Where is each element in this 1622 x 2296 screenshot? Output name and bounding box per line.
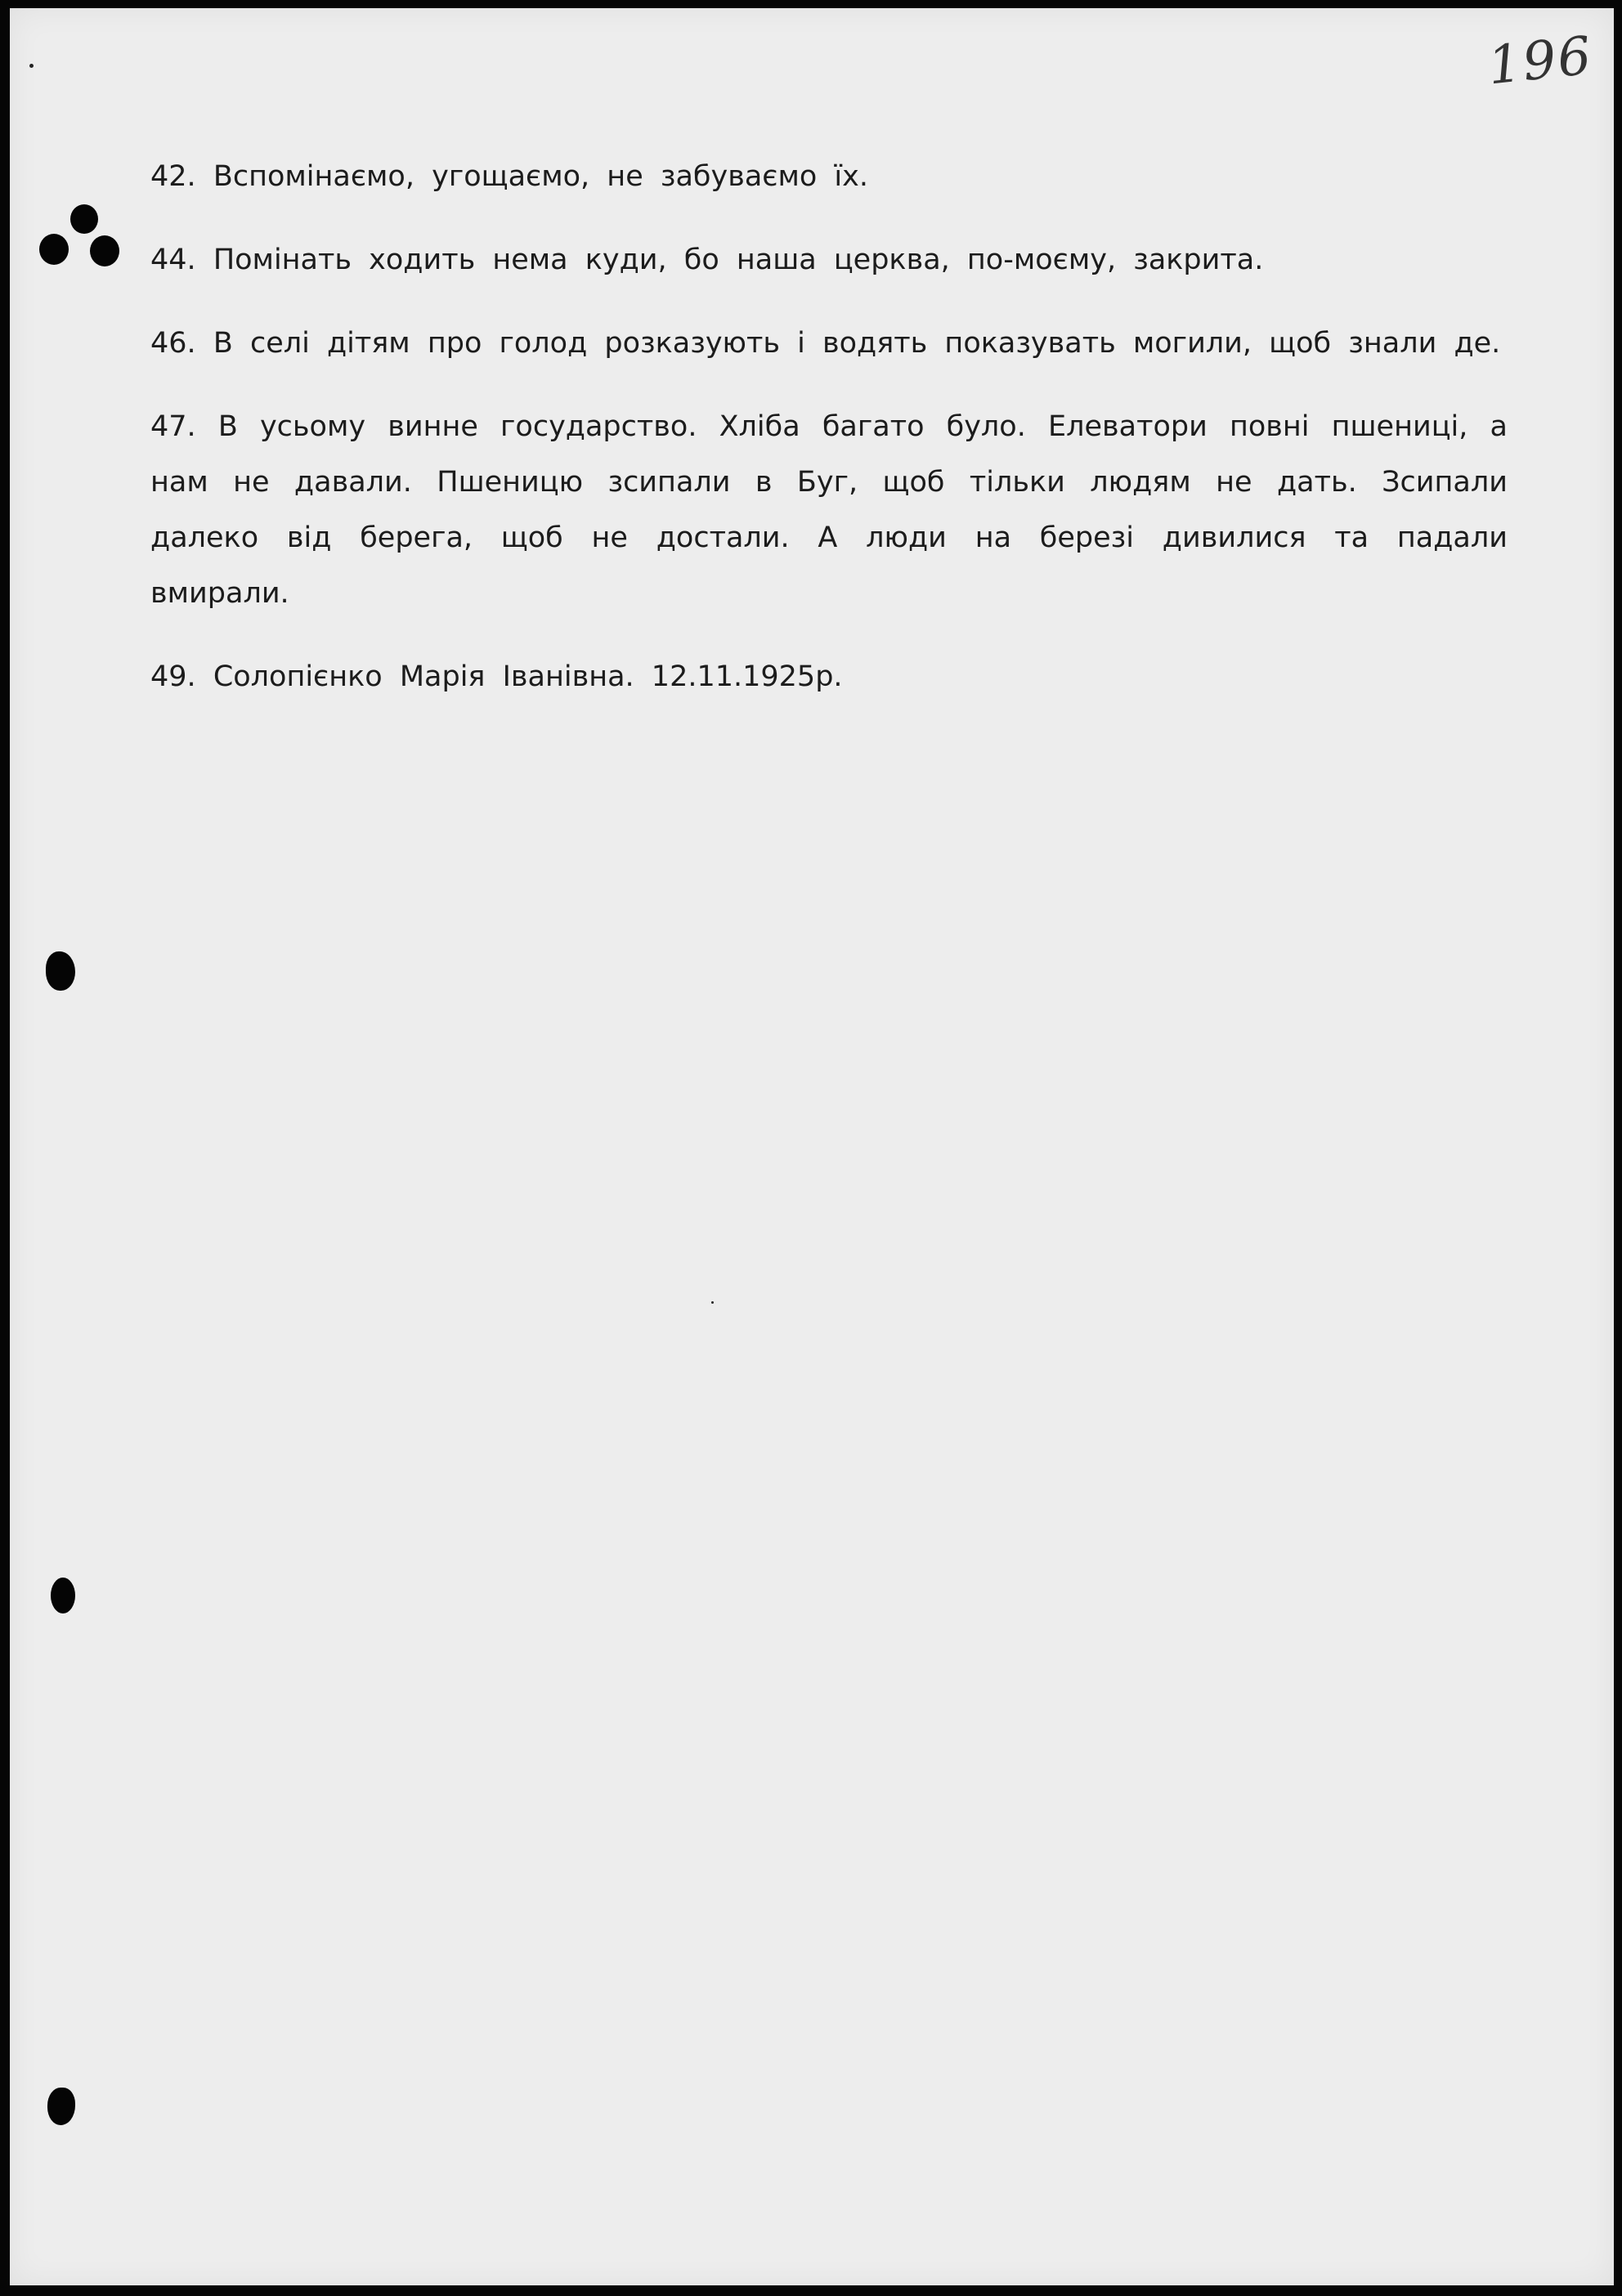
punch-hole <box>47 2088 75 2125</box>
answer-text: Помінать ходить нема куди, бо наша церква, по-моєму, закрита. <box>213 244 1264 276</box>
answer-44 <box>150 232 1508 288</box>
punch-hole <box>46 951 75 991</box>
answer-42 <box>150 149 1508 204</box>
paper-sheet <box>10 8 1614 2285</box>
answer-text: Солопієнко Марія Іванівна. 12.11.1925р. <box>213 660 843 693</box>
answer-number: 49. <box>150 660 196 693</box>
punch-hole <box>90 235 119 266</box>
punch-hole <box>51 1578 75 1613</box>
answer-number: 47. <box>150 410 196 443</box>
answer-49 <box>150 649 1508 705</box>
answer-number: 42. <box>150 160 196 193</box>
answer-text: В селі дітям про голод розказують і водять показувать могили, щоб знали де. <box>213 327 1501 360</box>
handwritten-page-number: 196 <box>1485 25 1596 97</box>
answer-number: 44. <box>150 244 196 276</box>
answer-46 <box>150 316 1508 371</box>
answer-47 <box>150 399 1508 621</box>
punch-hole <box>70 204 98 234</box>
ink-speck <box>29 64 34 68</box>
answers-text <box>150 149 1508 731</box>
answer-number: 46. <box>150 327 196 360</box>
punch-hole <box>39 234 69 265</box>
ink-speck <box>711 1301 714 1304</box>
answer-text: В усьому винне государство. Хліба багато було. Елеватори повні пшениці, а нам не давали. Пшеницю зсипали в Буг, щоб тільки людям не дать. Зсипали далеко від берега, щоб не достали. А люди на березі дивилися та падали вмирали. <box>150 410 1508 610</box>
answer-text: Вспомінаємо, угощаємо, не забуваємо їх. <box>213 160 868 193</box>
